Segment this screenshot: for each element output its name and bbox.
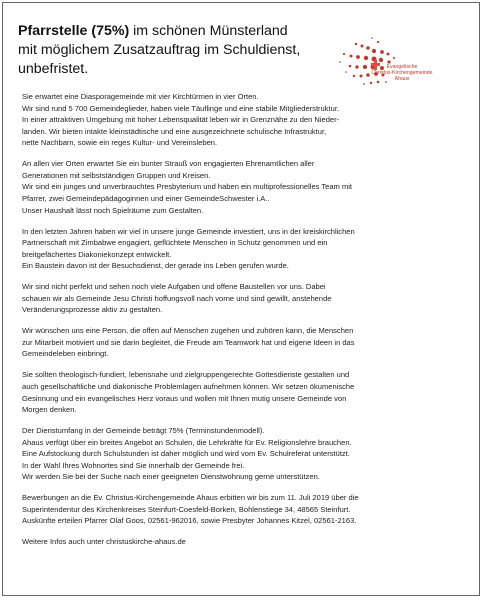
headline-bold: Pfarrstelle (75%) (18, 23, 130, 39)
paragraph-line: breitgefächertes Diakoniekonzept entwickelt. (22, 249, 172, 259)
paragraph-line: Wir sind nicht perfekt und sehen noch viele Aufgaben und offene Baustellen vor uns. Dabei (22, 282, 326, 292)
headline-line3: unbefristet. (18, 61, 89, 77)
paragraph-line: Generationen mit selbstständigen Gruppen und Kreisen. (22, 170, 211, 180)
paragraph-line: landen. Wir bieten intakte kleinstädtische und eine ausgezeichnete schulische Infrastruktur, (22, 126, 327, 136)
paragraph-line: Wir sind rund 5 700 Gemeindeglieder, haben viele Täuflinge und eine stabile Mitgliederstruktur. (22, 103, 340, 113)
ad-body (22, 91, 466, 557)
paragraph-line: nette Nachbarn, sowie ein reges Kultur- und Vereinsleben. (22, 138, 218, 148)
paragraph-challenges (22, 281, 466, 316)
paragraph-line: Wir werden Sie bei der Suche nach einer geeigneten Dienstwohnung gerne unterstützen. (22, 472, 320, 482)
paragraph-line: Gemeindeleben einbringt. (22, 349, 109, 359)
church-logo-icon (326, 26, 446, 96)
headline-line2: mit möglichem Zusatzauftrag im Schuldienst, (18, 42, 301, 58)
paragraph-line: auch gesellschaftliche und diakonische Problemlagen aufnehmen können. Wir setzen ökumenische (22, 381, 355, 391)
logo-text-line1: Evangelische (386, 64, 418, 70)
paragraph-line: schauen wir als Gemeinde Jesu Christi hoffungsvoll nach vorne und sind gewillt, anstehende (22, 293, 332, 303)
paragraph-wishes (22, 325, 466, 360)
paragraph-line: Sie erwartet eine Diasporagemeinde mit vier Kirchtürmen in vier Orten. (22, 92, 259, 101)
paragraph-line: In der Wahl Ihres Wohnortes sind Sie innerhalb der Gemeinde frei. (22, 460, 245, 470)
paragraph-scope (22, 425, 466, 483)
headline-line1-rest: im schönen Münsterland (129, 23, 288, 39)
paragraph-line: Weitere Infos auch unter christuskirche-ahaus.de (22, 537, 186, 547)
paragraph-intro (22, 91, 466, 149)
paragraph-investment (22, 226, 466, 272)
paragraph-line: Der Dienstumfang in der Gemeinde beträgt 75% (Terminstundenmodell). (22, 426, 265, 436)
paragraph-line: Partnerschaft mit Zimbabwe engagiert, geflüchtete Menschen in Schutz genommen und ein (22, 238, 328, 248)
paragraph-line: Veränderungsprozesse aktiv zu gestalten. (22, 305, 163, 315)
paragraph-line: zur Mitarbeit motiviert und sie darin begleitet, die Freude am Teamwork hat und eigene Ideen in das (22, 337, 355, 347)
paragraph-line: Morgen denken. (22, 405, 77, 415)
headline (18, 22, 318, 79)
paragraph-community (22, 158, 466, 216)
logo-text-line2: Christus-Kirchengemeinde (371, 70, 433, 76)
paragraph-line: In einer attraktiven Umgebung mit hoher Lebensqualität leben wir in Grenznähe zu den Nieder- (22, 115, 340, 125)
paragraph-application (22, 492, 466, 527)
paragraph-line: Superintendentur des Kirchenkreises Steinfurt-Coesfeld-Borken, Bohlenstiege 34, 48565 Steinfurt. (22, 504, 351, 514)
paragraph-line: Bewerbungen an die Ev. Christus-Kirchengemeinde Ahaus erbitten wir bis zum 11. Juli 2019 über die (22, 493, 359, 503)
paragraph-line: Ein Baustein davon ist der Besuchsdienst, der gerade ins Leben gerufen wurde. (22, 261, 289, 271)
paragraph-line: Wir wünschen uns eine Person, die offen auf Menschen zugehen und zuhören kann, die Menschen (22, 326, 354, 336)
paragraph-line: Wir sind ein junges und unverbrauchtes Presbyterium und haben ein multiprofessionelles Team mit (22, 182, 352, 192)
paragraph-line: Eine Aufstockung durch Schulstunden ist daher möglich und wird vom Ev. Schulreferat unterstützt. (22, 449, 350, 459)
paragraph-line: Sie sollten theologisch-fundiert, lebensnahe und zielgruppengerechte Gottesdienste gestalten und (22, 370, 350, 380)
logo-text (358, 64, 446, 82)
logo-text-line3: Ahaus (394, 76, 410, 82)
paragraph-line: Unser Haushalt lässt noch Spielräume zum Gestalten. (22, 205, 204, 215)
paragraph-line: Pfarrer, zwei Gemeindepädagoginnen und einer GemeindeSchwester i.A.. (22, 194, 270, 204)
paragraph-line: An allen vier Orten erwartet Sie ein bunter Strauß von engagierten Ehrenamtlichen aller (22, 159, 315, 169)
paragraph-line: Gesinnung und ein evangelisches Herz voraus und wollen mit Ihnen mutig unsere Gemeinde von (22, 393, 347, 403)
paragraph-more-info (22, 536, 466, 548)
paragraph-line: In den letzten Jahren haben wir viel in unsere junge Gemeinde investiert, uns in der kreiskirchlichen (22, 226, 355, 236)
paragraph-line: Auskünfte erteilen Pfarrer Olaf Goos, 02561-962016, sowie Presbyter Johannes Kitzel, 02561-2163. (22, 516, 357, 526)
paragraph-requirements (22, 369, 466, 415)
paragraph-line: Ahaus verfügt über ein breites Angebot an Schulen, die Lehrkräfte für Ev. Religionslehre brauchen. (22, 437, 352, 447)
